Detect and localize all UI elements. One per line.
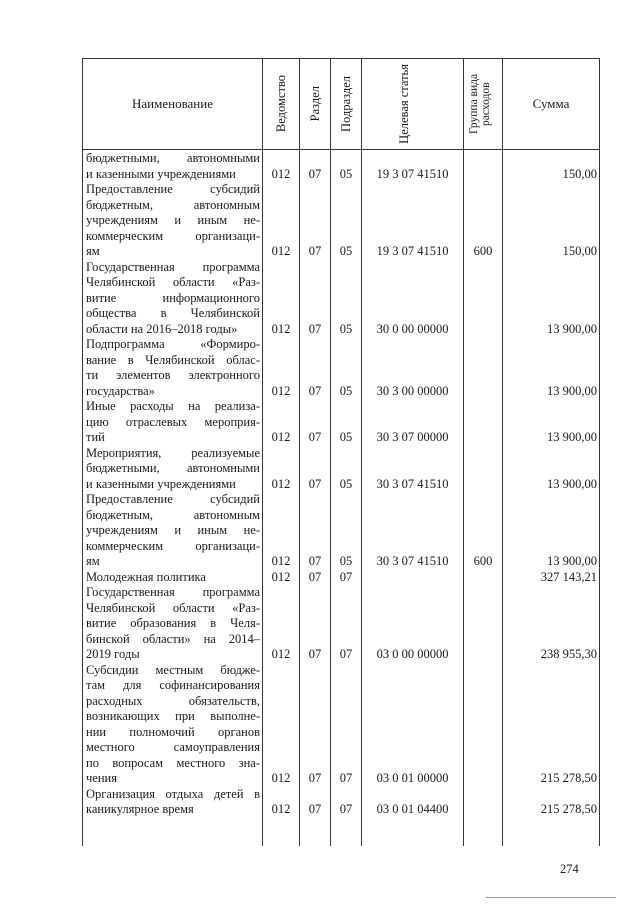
row-razdel: 07 (308, 569, 322, 584)
header-name-text: Наименование (132, 96, 213, 111)
row-celevaya: 30 3 00 00000 (376, 383, 449, 398)
row-name-line: расходных обязательств, (86, 693, 260, 708)
row-name-line: Предоставление субсидий (86, 182, 260, 196)
row-summa: 150,00 (562, 244, 597, 258)
row-razdel: 07 (308, 554, 322, 568)
header-celevaya-text: Целевая статья (396, 64, 411, 144)
row-celevaya: 19 3 07 41510 (376, 244, 449, 258)
row-name (86, 446, 260, 493)
row-vedomstvo: 012 (271, 647, 291, 661)
row-podrazdel: 07 (339, 771, 353, 785)
row-name-line: и казенными учреждениями (86, 476, 236, 491)
row-name-line: каникулярное время (86, 802, 194, 816)
row-name-line: Подпрограмма «Формиро- (86, 337, 260, 351)
row-name-line: возникающих при выполне- (86, 709, 260, 723)
row-name-line: ти элементов электронного (86, 368, 260, 382)
row-podrazdel: 05 (339, 166, 353, 181)
row-name-line: Мероприятия, реализуемые (86, 445, 260, 460)
row-name-line: вание в Челябинской облас- (86, 352, 260, 367)
row-name-line: коммерческим организаци- (86, 228, 260, 243)
row-name (86, 337, 260, 399)
header-vedomstvo-text: Ведомство (273, 75, 288, 133)
row-name-line: ям (86, 244, 100, 258)
header-gruppa (464, 59, 502, 149)
row-vedomstvo: 012 (271, 802, 291, 816)
page-number: 274 (560, 862, 579, 876)
row-gruppa: 600 (473, 554, 493, 568)
row-name-line: Государственная программа (86, 259, 260, 274)
header-summa (503, 59, 599, 149)
row-vedomstvo: 012 (271, 430, 291, 444)
row-name (86, 570, 260, 586)
col-border (82, 58, 83, 846)
row-name-line: витие образования в Челя- (86, 616, 260, 630)
row-razdel: 07 (308, 476, 322, 491)
row-name (86, 399, 260, 446)
row-name-line: цию отраслевых мероприя- (86, 414, 260, 429)
row-razdel: 07 (308, 771, 322, 785)
row-vedomstvo: 012 (271, 569, 291, 584)
row-celevaya: 03 0 00 00000 (376, 647, 449, 661)
row-name-line: Челябинской области «Раз- (86, 600, 260, 615)
row-podrazdel: 07 (339, 569, 353, 584)
row-podrazdel: 05 (339, 476, 353, 491)
row-vedomstvo: 012 (271, 166, 291, 181)
row-name-line: Челябинской области «Раз- (86, 275, 260, 289)
row-name-line: и казенными учреждениями (86, 166, 236, 181)
header-name (83, 59, 262, 149)
row-razdel: 07 (308, 802, 322, 816)
row-name-line: там для софинансирования (86, 678, 260, 692)
row-name (86, 182, 260, 260)
row-celevaya: 03 0 01 04400 (376, 802, 449, 816)
row-name-line: учреждениям и иным не- (86, 213, 260, 227)
row-summa: 215 278,50 (540, 802, 597, 816)
row-podrazdel: 07 (339, 647, 353, 661)
row-name-line: по вопросам местного зна- (86, 755, 260, 770)
row-name-line: бюджетными, автономными (86, 151, 260, 165)
row-name (86, 585, 260, 663)
row-summa: 13 900,00 (547, 554, 597, 568)
row-vedomstvo: 012 (271, 476, 291, 491)
row-summa: 13 900,00 (547, 430, 597, 444)
header-vedomstvo (263, 59, 299, 149)
row-gruppa: 600 (473, 244, 493, 258)
header-podrazdel (331, 59, 361, 149)
row-summa: 13 900,00 (547, 476, 597, 491)
row-summa: 13 900,00 (547, 383, 597, 398)
row-name-line: бюджетным, автономным (86, 197, 260, 212)
row-celevaya: 19 3 07 41510 (376, 166, 449, 181)
row-celevaya: 30 3 07 41510 (376, 476, 449, 491)
row-celevaya: 03 0 01 00000 (376, 771, 449, 785)
row-celevaya: 30 3 07 00000 (376, 430, 449, 444)
row-razdel: 07 (308, 647, 322, 661)
row-razdel: 07 (308, 430, 322, 444)
row-podrazdel: 07 (339, 802, 353, 816)
row-name-line: области на 2016–2018 годы» (86, 321, 238, 336)
row-podrazdel: 05 (339, 430, 353, 444)
header-gruppa-text: Группа вида расходов (468, 73, 492, 135)
row-summa: 215 278,50 (540, 771, 597, 785)
header-razdel-text: Раздел (307, 86, 322, 122)
row-celevaya: 30 0 00 00000 (376, 321, 449, 336)
row-name-line: Организация отдыха детей в (86, 786, 260, 801)
row-vedomstvo: 012 (271, 321, 291, 336)
row-podrazdel: 05 (339, 244, 353, 258)
footer-rule (486, 897, 616, 898)
row-name (86, 492, 260, 570)
row-name (86, 151, 260, 182)
row-summa: 13 900,00 (547, 321, 597, 336)
header-razdel (300, 59, 330, 149)
header-podrazdel-text: Подраздел (338, 76, 353, 132)
row-razdel: 07 (308, 321, 322, 336)
row-podrazdel: 05 (339, 383, 353, 398)
row-name-line: тий (86, 430, 105, 444)
row-vedomstvo: 012 (271, 383, 291, 398)
row-podrazdel: 05 (339, 321, 353, 336)
row-name-line: государства» (86, 383, 155, 398)
row-name (86, 663, 260, 787)
row-name-line: Предоставление субсидий (86, 492, 260, 506)
col-border (599, 58, 600, 846)
row-razdel: 07 (308, 383, 322, 398)
row-podrazdel: 05 (339, 554, 353, 568)
row-name-line: чения (86, 771, 117, 785)
row-name-line: Субсидии местным бюдже- (86, 662, 260, 677)
row-name-line: 2019 годы (86, 647, 140, 661)
row-name-line: учреждениям и иным не- (86, 523, 260, 537)
row-vedomstvo: 012 (271, 244, 291, 258)
row-name-line: бюджетными, автономными (86, 461, 260, 475)
row-name-line: Государственная программа (86, 585, 260, 599)
row-name-line: бинской области» на 2014– (86, 631, 260, 646)
row-celevaya: 30 3 07 41510 (376, 554, 449, 568)
row-name-line: витие информационного (86, 290, 260, 305)
row-name-line: Иные расходы на реализа- (86, 399, 260, 413)
row-name-line: общества в Челябинской (86, 306, 260, 320)
header-celevaya (362, 59, 463, 149)
row-name (86, 260, 260, 338)
row-name-line: Молодежная политика (86, 569, 206, 584)
row-razdel: 07 (308, 166, 322, 181)
row-name-line: коммерческим организаци- (86, 538, 260, 553)
row-name-line: нии полномочий органов (86, 724, 260, 739)
header-bottom-border (82, 149, 600, 150)
col-border (463, 58, 464, 846)
row-name-line: ям (86, 554, 100, 568)
row-summa: 238 955,30 (540, 647, 597, 661)
row-summa: 150,00 (562, 166, 597, 181)
row-vedomstvo: 012 (271, 771, 291, 785)
row-name-line: бюджетным, автономным (86, 507, 260, 522)
row-razdel: 07 (308, 244, 322, 258)
header-summa-text: Сумма (532, 96, 570, 111)
row-name (86, 787, 260, 818)
row-vedomstvo: 012 (271, 554, 291, 568)
row-summa: 327 143,21 (540, 569, 597, 584)
row-name-line: местного самоуправления (86, 740, 260, 754)
